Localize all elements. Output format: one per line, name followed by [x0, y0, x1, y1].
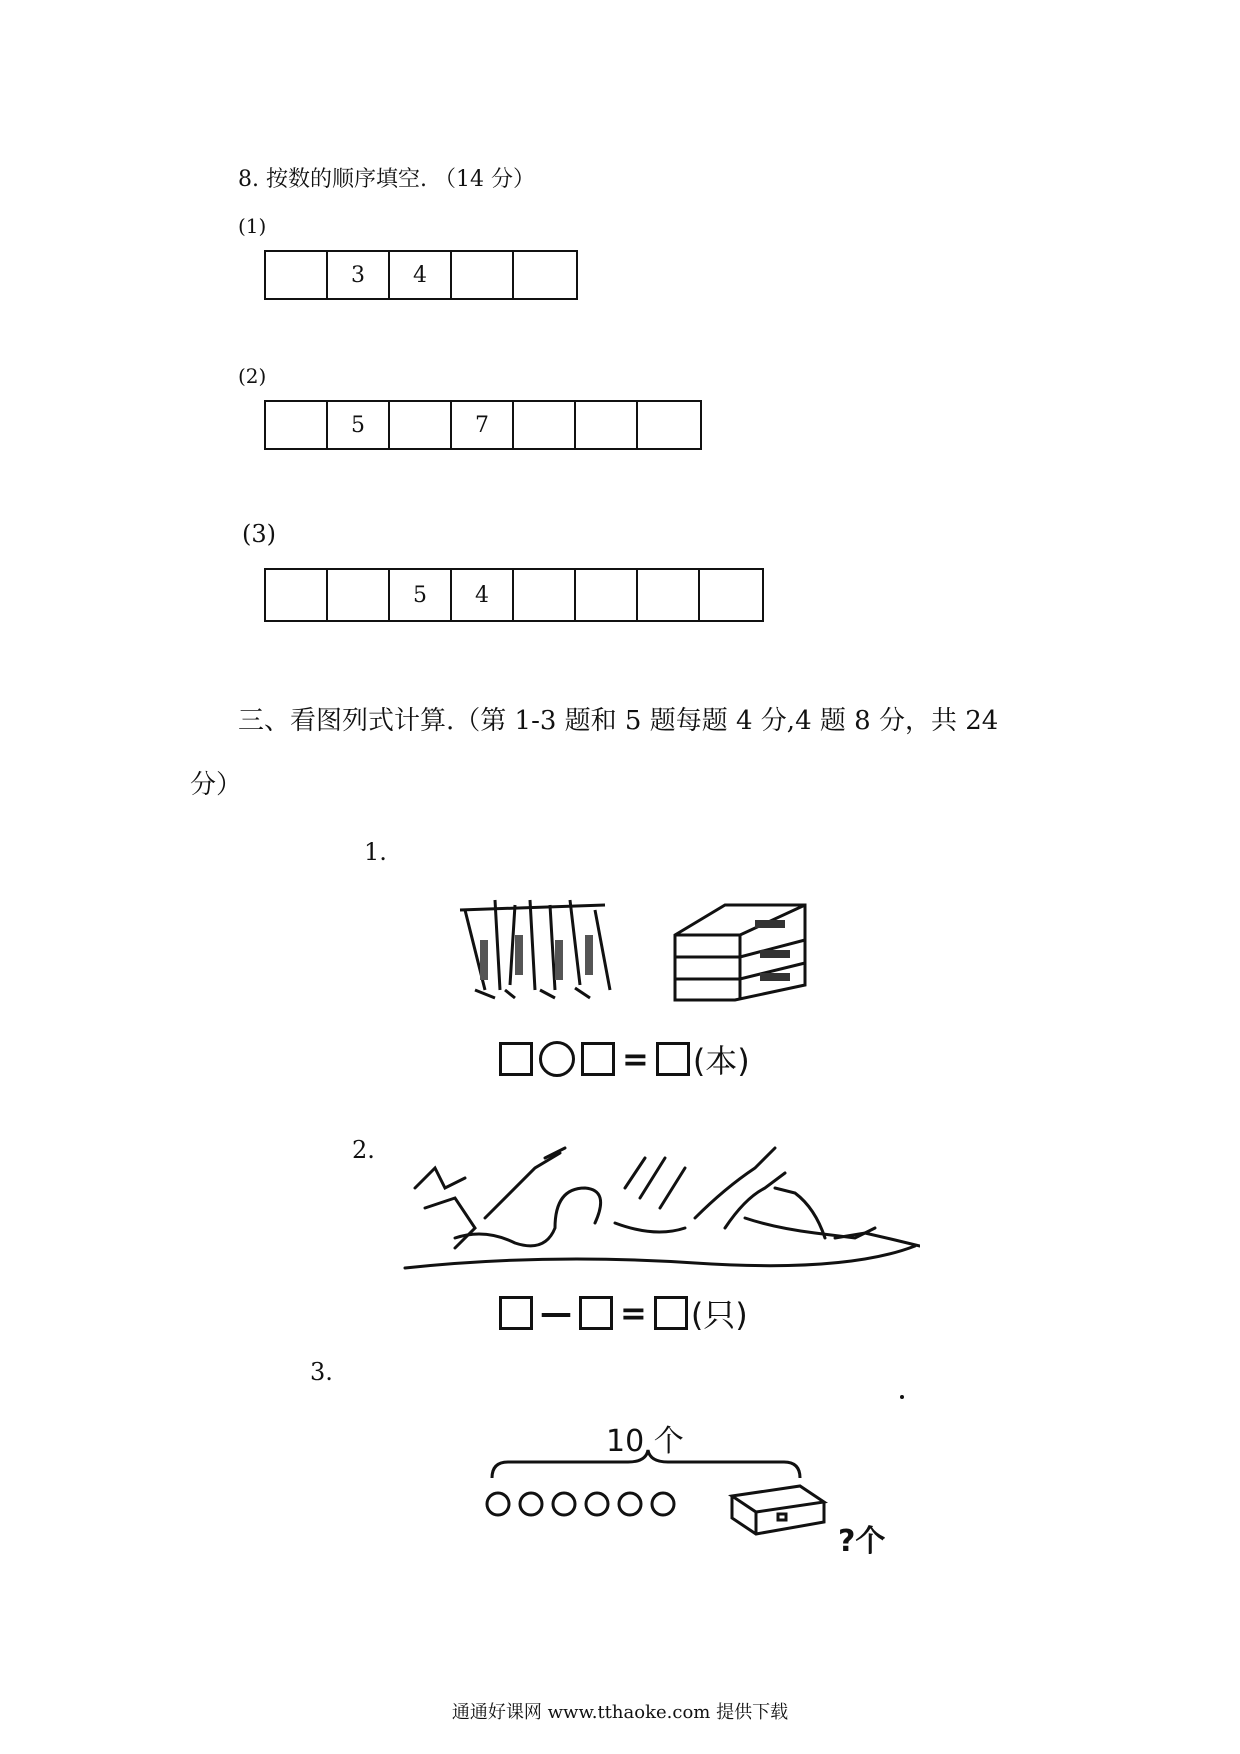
sequence-cell — [638, 570, 700, 620]
part-3-label: (3) — [242, 520, 276, 548]
geese-illustration — [395, 1128, 920, 1278]
minus-sign: — — [540, 1294, 572, 1332]
sequence-cell — [638, 402, 700, 448]
box-icon — [728, 1472, 828, 1538]
sequence-cell: 4 — [452, 570, 514, 620]
answer-box[interactable] — [654, 1296, 688, 1330]
answer-box[interactable] — [581, 1042, 615, 1076]
sequence-cell: 7 — [452, 402, 514, 448]
answer-box[interactable] — [499, 1042, 533, 1076]
footer: 通通好课网 www.tthaoke.com 提供下载 — [451, 1702, 789, 1723]
sequence-cell — [514, 402, 576, 448]
sequence-cell — [514, 570, 576, 620]
sequence-row-2 — [264, 400, 702, 450]
sequence-cell — [266, 252, 328, 298]
part-2-label: (2) — [238, 364, 267, 388]
problem-3-number: 3. — [310, 1358, 333, 1386]
answer-box[interactable] — [656, 1042, 690, 1076]
total-label: 10 个 — [606, 1424, 684, 1459]
sequence-cell — [452, 252, 514, 298]
sequence-cell — [266, 402, 328, 448]
sequence-cell — [576, 570, 638, 620]
question-label: ?个 — [838, 1524, 886, 1559]
part-1-label: (1) — [238, 214, 267, 238]
sequence-cell: 3 — [328, 252, 390, 298]
unit-label: (只) — [690, 1296, 748, 1334]
answer-box[interactable] — [579, 1296, 613, 1330]
problem-1-number: 1. — [364, 838, 387, 866]
section-3-title-cont: 分） — [190, 770, 243, 800]
equation-2 — [496, 1290, 748, 1336]
question-8-title: 8. 按数的顺序填空. （14 分） — [238, 167, 535, 192]
sequence-cell: 5 — [328, 402, 390, 448]
unit-label: (本) — [692, 1042, 750, 1080]
answer-box[interactable] — [499, 1296, 533, 1330]
sequence-cell — [514, 252, 576, 298]
books-illustration — [665, 895, 815, 1005]
problem-2-number: 2. — [352, 1136, 375, 1164]
sequence-row-3 — [264, 568, 764, 622]
pencils-illustration — [455, 890, 625, 1010]
sequence-cell: 4 — [390, 252, 452, 298]
sequence-row-1 — [264, 250, 578, 300]
stray-dot — [900, 1395, 904, 1399]
sequence-cell — [576, 402, 638, 448]
sequence-cell — [700, 570, 762, 620]
sequence-cell — [328, 570, 390, 620]
circles-row — [484, 1486, 684, 1522]
equals-sign: = — [620, 1294, 647, 1332]
equation-1 — [496, 1036, 750, 1082]
equals-sign: = — [622, 1040, 649, 1078]
sequence-cell: 5 — [390, 570, 452, 620]
sequence-cell — [266, 570, 328, 620]
sequence-cell — [390, 402, 452, 448]
section-3-title: 三、看图列式计算.（第 1-3 题和 5 题每题 4 分,4 题 8 分，共 24 — [238, 706, 999, 736]
operator-circle[interactable] — [539, 1041, 575, 1077]
